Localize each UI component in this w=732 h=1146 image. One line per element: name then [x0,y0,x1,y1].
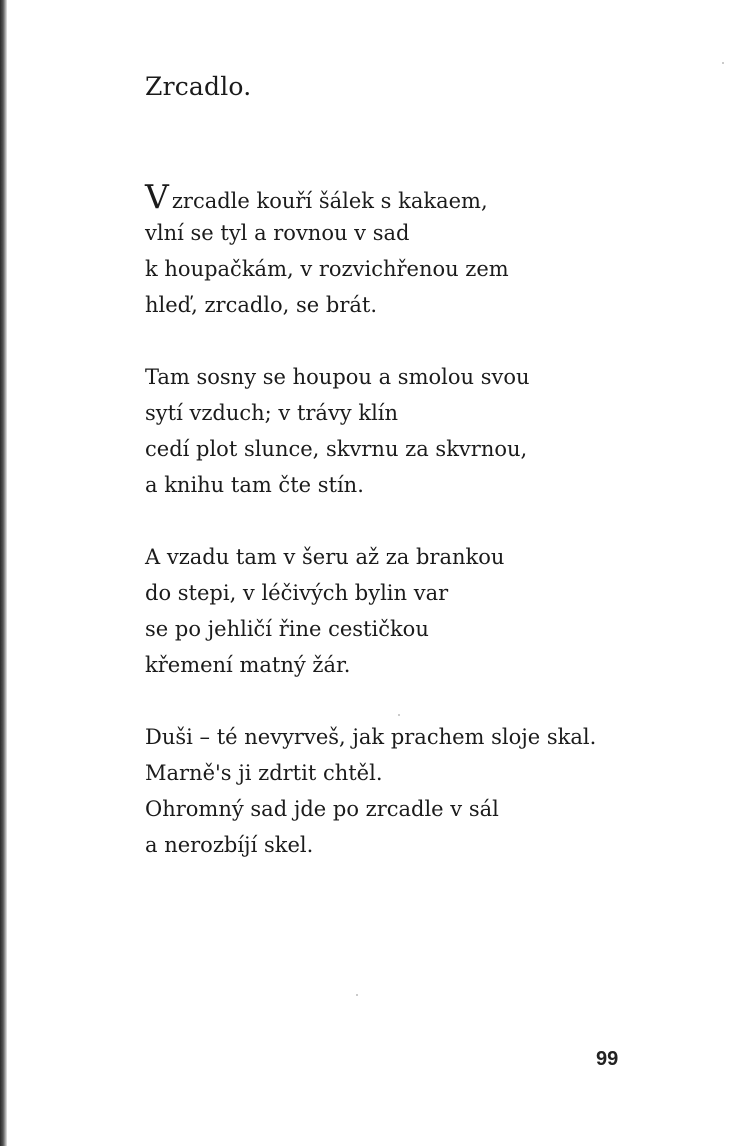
stanza-4 [145,719,705,863]
poem-line: sytí vzduch; v trávy klín [145,401,399,425]
poem-line: Tam sosny se houpou a smolou svou [145,365,530,389]
stanza-gap [145,683,705,719]
poem-line: a nerozbíjí skel. [145,833,314,857]
poem-line: a knihu tam čte stín. [145,473,364,497]
poem-body [145,179,705,863]
poem-line: hleď, zrcadlo, se brát. [145,293,377,317]
poem-line: k houpačkám, v rozvichřenou zem [145,257,509,281]
poem-line [145,179,705,215]
stanza-gap [145,503,705,539]
poem-line: se po jehličí řine cestičkou [145,617,429,641]
poem-line: cedí plot slunce, skvrnu za skvrnou, [145,437,528,461]
poem-line: Duši – té nevyrveš, jak prachem sloje skal. [145,725,597,749]
paper-speck [356,994,358,996]
poem-line: do stepi, v léčivých bylin var [145,581,449,605]
poem-line: A vzadu tam v šeru až za brankou [145,545,505,569]
drop-cap: V [145,177,169,216]
poem-line: křemení matný žár. [145,653,351,677]
poem-line-text: zrcadle kouří šálek s kakaem, [171,189,488,213]
poem-line: vlní se tyl a rovnou v sad [145,221,410,245]
stanza-3 [145,539,705,683]
paper-speck [398,714,400,716]
stanza-gap [145,323,705,359]
stanza-1 [145,179,705,323]
poem-title: Zrcadlo. [145,72,252,101]
poem-line: Marně's ji zdrtit chtěl. [145,761,383,785]
page-number: 99 [596,1048,619,1070]
poem-line: Ohromný sad jde po zrcadle v sál [145,797,499,821]
paper-speck [722,62,724,64]
stanza-2 [145,359,705,503]
page-edge-shadow [0,0,7,1146]
